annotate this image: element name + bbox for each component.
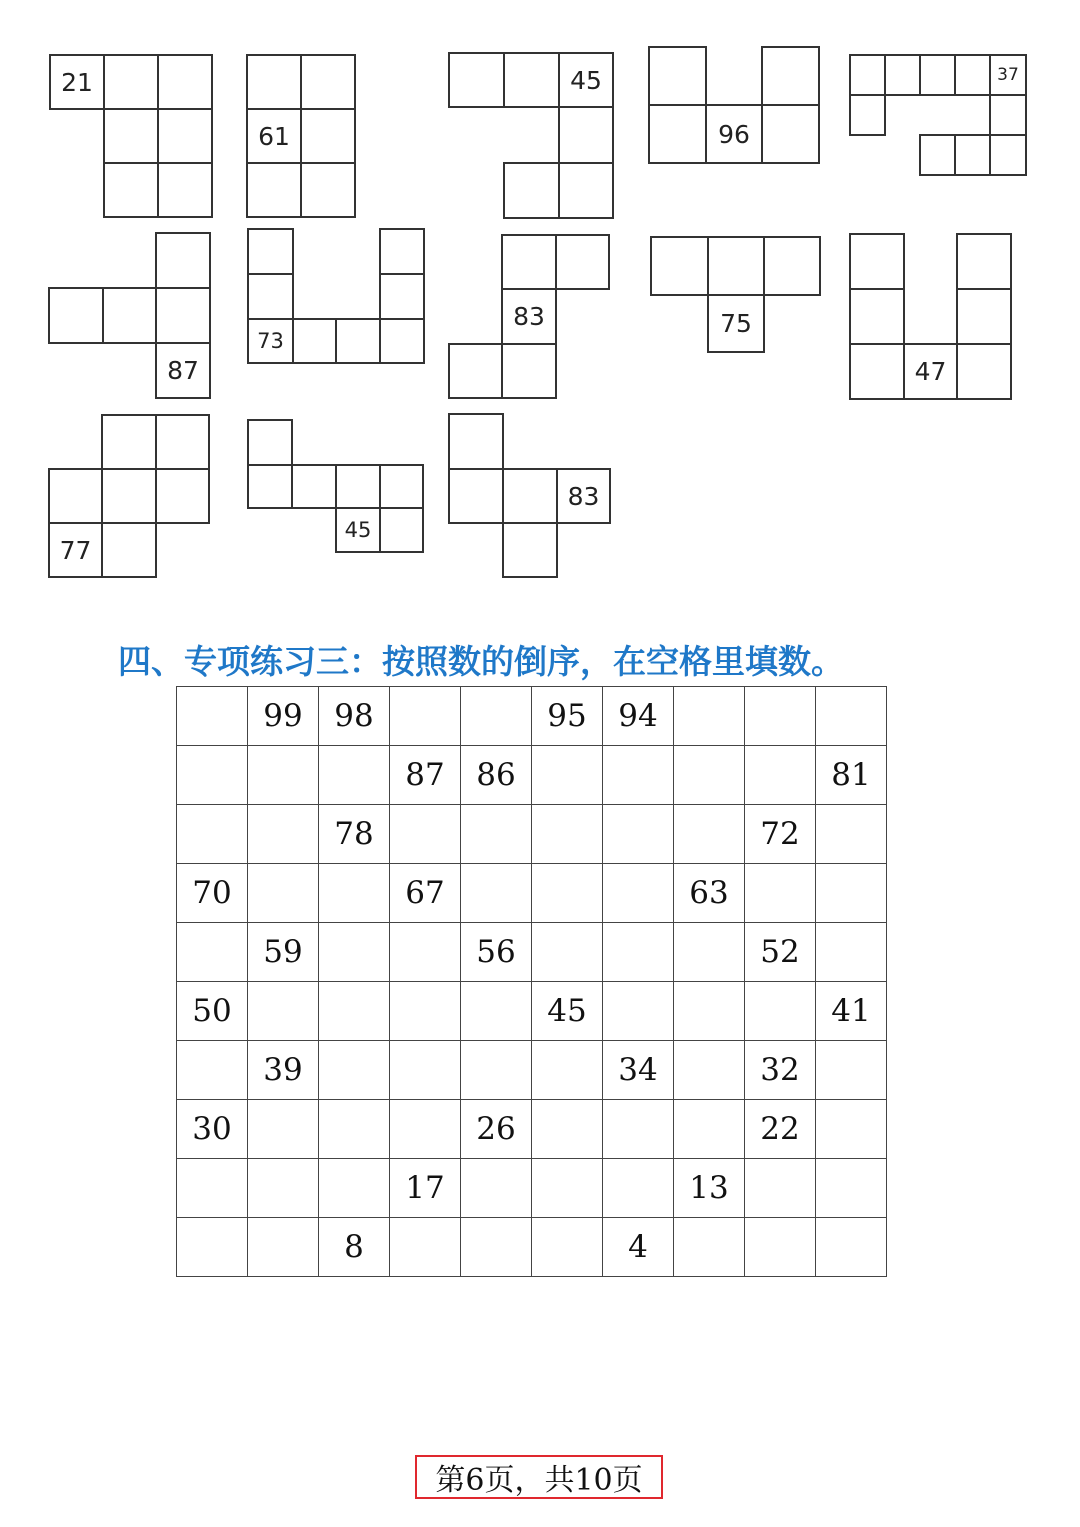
grid-cell[interactable] xyxy=(532,1100,603,1159)
puzzle-cell[interactable] xyxy=(246,54,302,110)
puzzle-cell[interactable] xyxy=(335,464,381,509)
puzzle-cell[interactable] xyxy=(448,468,504,524)
grid-row xyxy=(177,1218,887,1277)
grid-row xyxy=(177,687,887,746)
grid-cell[interactable] xyxy=(177,923,248,982)
grid-cell[interactable] xyxy=(248,864,319,923)
puzzle-cell[interactable] xyxy=(954,54,991,96)
grid-cell[interactable] xyxy=(603,864,674,923)
grid-cell[interactable] xyxy=(319,1041,390,1100)
grid-cell[interactable] xyxy=(461,864,532,923)
grid-cell[interactable] xyxy=(532,1159,603,1218)
puzzle-cell[interactable] xyxy=(648,104,707,164)
puzzle-cell[interactable] xyxy=(157,162,213,218)
puzzle-cell[interactable] xyxy=(502,468,558,524)
grid-cell[interactable]: 52 xyxy=(745,923,816,982)
grid-cell[interactable] xyxy=(674,982,745,1041)
puzzle-cell[interactable] xyxy=(300,54,356,110)
grid-cell[interactable] xyxy=(319,1159,390,1218)
grid-cell[interactable] xyxy=(461,982,532,1041)
grid-cell[interactable]: 26 xyxy=(461,1100,532,1159)
grid-cell[interactable] xyxy=(532,1218,603,1277)
puzzle-cell[interactable]: 47 xyxy=(903,343,958,400)
grid-cell[interactable]: 17 xyxy=(390,1159,461,1218)
grid-cell[interactable]: 22 xyxy=(745,1100,816,1159)
grid-cell[interactable] xyxy=(816,1159,887,1218)
grid-cell[interactable]: 34 xyxy=(603,1041,674,1100)
grid-cell[interactable] xyxy=(532,746,603,805)
puzzle-cell[interactable]: 45 xyxy=(558,52,614,108)
grid-row xyxy=(177,923,887,982)
puzzle-cell[interactable] xyxy=(919,54,956,96)
grid-cell[interactable] xyxy=(603,805,674,864)
grid-cell[interactable] xyxy=(674,746,745,805)
grid-cell[interactable] xyxy=(248,1100,319,1159)
grid-cell[interactable] xyxy=(248,746,319,805)
puzzle-cell[interactable] xyxy=(884,54,921,96)
grid-cell[interactable] xyxy=(816,1218,887,1277)
grid-cell[interactable]: 56 xyxy=(461,923,532,982)
grid-cell[interactable]: 86 xyxy=(461,746,532,805)
puzzle-cell[interactable] xyxy=(101,414,157,470)
grid-cell[interactable] xyxy=(816,864,887,923)
grid-cell[interactable]: 4 xyxy=(603,1218,674,1277)
grid-cell[interactable] xyxy=(816,687,887,746)
grid-cell[interactable]: 87 xyxy=(390,746,461,805)
grid-cell[interactable] xyxy=(390,805,461,864)
puzzle-cell[interactable] xyxy=(954,134,991,176)
puzzle-cell[interactable] xyxy=(300,108,356,164)
grid-cell[interactable] xyxy=(319,982,390,1041)
grid-cell[interactable] xyxy=(319,923,390,982)
puzzle-cell[interactable]: 75 xyxy=(707,294,765,353)
grid-cell[interactable] xyxy=(816,805,887,864)
grid-cell[interactable] xyxy=(177,687,248,746)
grid-cell[interactable] xyxy=(532,923,603,982)
puzzle-cell[interactable] xyxy=(648,46,707,106)
puzzle-cell[interactable] xyxy=(849,94,886,136)
grid-row xyxy=(177,982,887,1041)
grid-cell[interactable] xyxy=(248,1159,319,1218)
grid-cell[interactable] xyxy=(390,982,461,1041)
puzzle-cell[interactable]: 61 xyxy=(246,108,302,164)
puzzle-cell[interactable] xyxy=(989,134,1027,176)
puzzle-cell[interactable] xyxy=(102,287,157,344)
puzzle-cell[interactable] xyxy=(379,228,425,275)
grid-cell[interactable]: 13 xyxy=(674,1159,745,1218)
puzzle-cell[interactable]: 87 xyxy=(155,342,211,399)
puzzle-cell[interactable] xyxy=(989,94,1027,136)
grid-cell[interactable] xyxy=(461,805,532,864)
puzzle-cell[interactable] xyxy=(155,287,211,344)
puzzle-cell[interactable] xyxy=(101,468,157,524)
puzzle-cell[interactable] xyxy=(448,413,504,470)
grid-cell[interactable] xyxy=(532,805,603,864)
puzzle-cell[interactable] xyxy=(501,343,557,399)
puzzle-cell[interactable]: 83 xyxy=(556,468,611,524)
grid-cell[interactable] xyxy=(603,1159,674,1218)
grid-cell[interactable] xyxy=(177,1041,248,1100)
grid-cell[interactable] xyxy=(745,687,816,746)
puzzle-cell[interactable] xyxy=(103,54,159,110)
grid-cell[interactable] xyxy=(390,1100,461,1159)
puzzle-cell[interactable]: 77 xyxy=(48,522,103,578)
puzzle-cell[interactable] xyxy=(448,343,503,399)
grid-cell[interactable]: 50 xyxy=(177,982,248,1041)
grid-cell[interactable] xyxy=(532,864,603,923)
grid-cell[interactable] xyxy=(674,1041,745,1100)
grid-cell[interactable] xyxy=(745,1159,816,1218)
grid-cell[interactable] xyxy=(390,687,461,746)
grid-cell[interactable]: 67 xyxy=(390,864,461,923)
grid-cell[interactable]: 94 xyxy=(603,687,674,746)
grid-row xyxy=(177,1041,887,1100)
puzzle-cell[interactable]: 83 xyxy=(501,288,557,345)
puzzle-cell[interactable] xyxy=(247,464,293,509)
puzzle-cell[interactable] xyxy=(300,162,356,218)
puzzle-cell[interactable] xyxy=(558,162,614,219)
puzzle-cell[interactable] xyxy=(157,108,213,164)
puzzle-cell[interactable] xyxy=(155,232,211,289)
grid-cell[interactable] xyxy=(674,687,745,746)
puzzle-cell[interactable] xyxy=(502,522,558,578)
puzzle-cell[interactable] xyxy=(448,52,505,108)
grid-cell[interactable] xyxy=(390,923,461,982)
puzzle-cell[interactable] xyxy=(707,236,765,296)
grid-cell[interactable]: 63 xyxy=(674,864,745,923)
grid-cell[interactable]: 72 xyxy=(745,805,816,864)
puzzle-cell[interactable] xyxy=(155,468,210,524)
puzzle-cell[interactable] xyxy=(246,162,302,218)
grid-cell[interactable] xyxy=(745,864,816,923)
puzzle-cell[interactable]: 37 xyxy=(989,54,1027,96)
grid-cell[interactable]: 70 xyxy=(177,864,248,923)
puzzle-cell[interactable] xyxy=(48,468,103,524)
puzzle-cell[interactable] xyxy=(501,234,557,290)
section-title: 四、专项练习三：按照数的倒序，在空格里填数。 xyxy=(118,642,844,681)
grid-cell[interactable] xyxy=(603,746,674,805)
grid-cell[interactable] xyxy=(603,982,674,1041)
grid-row xyxy=(177,1159,887,1218)
puzzle-cell[interactable] xyxy=(48,287,104,344)
grid-cell[interactable] xyxy=(745,982,816,1041)
puzzle-cell[interactable] xyxy=(247,273,294,320)
puzzle-cell[interactable] xyxy=(155,414,210,470)
grid-cell[interactable] xyxy=(745,1218,816,1277)
grid-cell[interactable]: 98 xyxy=(319,687,390,746)
grid-cell[interactable] xyxy=(816,923,887,982)
grid-cell[interactable] xyxy=(177,1159,248,1218)
grid-cell[interactable] xyxy=(461,687,532,746)
grid-cell[interactable] xyxy=(177,746,248,805)
grid-cell[interactable] xyxy=(674,1218,745,1277)
grid-cell[interactable] xyxy=(745,746,816,805)
grid-cell[interactable] xyxy=(461,1218,532,1277)
grid-cell[interactable] xyxy=(319,746,390,805)
puzzle-cell[interactable] xyxy=(103,162,159,218)
grid-cell[interactable] xyxy=(248,805,319,864)
puzzle-cell[interactable] xyxy=(849,54,886,96)
puzzle-cell[interactable] xyxy=(101,522,157,578)
puzzle-cell[interactable] xyxy=(956,343,1012,400)
puzzle-cell[interactable] xyxy=(247,419,293,466)
puzzle-cell[interactable] xyxy=(291,464,337,509)
grid-cell[interactable]: 99 xyxy=(248,687,319,746)
puzzle-cell[interactable] xyxy=(503,52,560,108)
puzzle-cell[interactable] xyxy=(956,233,1012,290)
grid-cell[interactable] xyxy=(248,1218,319,1277)
puzzle-cell[interactable]: 96 xyxy=(705,104,763,164)
grid-cell[interactable] xyxy=(674,923,745,982)
grid-cell[interactable] xyxy=(248,982,319,1041)
puzzle-cell xyxy=(379,318,425,364)
puzzle-cell[interactable] xyxy=(555,234,610,290)
grid-cell[interactable]: 78 xyxy=(319,805,390,864)
puzzle-cell[interactable] xyxy=(761,104,820,164)
grid-cell[interactable]: 95 xyxy=(532,687,603,746)
grid-cell[interactable]: 81 xyxy=(816,746,887,805)
puzzle-cell[interactable] xyxy=(849,233,905,290)
grid-cell[interactable] xyxy=(177,1218,248,1277)
grid-cell[interactable] xyxy=(461,1041,532,1100)
grid-cell[interactable] xyxy=(603,1100,674,1159)
grid-cell[interactable] xyxy=(177,805,248,864)
grid-cell[interactable]: 8 xyxy=(319,1218,390,1277)
puzzle-cell[interactable] xyxy=(103,108,159,164)
puzzle-cell[interactable] xyxy=(849,343,905,400)
grid-cell[interactable] xyxy=(319,1100,390,1159)
grid-cell[interactable] xyxy=(816,1041,887,1100)
puzzle-cell[interactable] xyxy=(919,134,956,176)
grid-cell[interactable]: 39 xyxy=(248,1041,319,1100)
number-grid xyxy=(176,686,887,1277)
grid-cell[interactable]: 45 xyxy=(532,982,603,1041)
puzzle-cell[interactable]: 45 xyxy=(335,507,381,553)
puzzle-cell[interactable] xyxy=(379,507,424,553)
grid-cell[interactable] xyxy=(319,864,390,923)
puzzle-cell[interactable] xyxy=(650,236,709,296)
grid-cell[interactable] xyxy=(390,1041,461,1100)
grid-cell[interactable] xyxy=(674,805,745,864)
grid-cell[interactable] xyxy=(532,1041,603,1100)
puzzle-cell[interactable] xyxy=(558,106,614,164)
grid-cell[interactable]: 59 xyxy=(248,923,319,982)
grid-row xyxy=(177,1100,887,1159)
grid-cell[interactable]: 41 xyxy=(816,982,887,1041)
puzzle-cell[interactable]: 21 xyxy=(49,54,105,110)
puzzle-cell[interactable] xyxy=(292,318,337,364)
grid-cell[interactable] xyxy=(390,1218,461,1277)
puzzle-cell[interactable] xyxy=(157,54,213,110)
puzzle-cell[interactable] xyxy=(761,46,820,106)
grid-row xyxy=(177,864,887,923)
puzzle-cell[interactable] xyxy=(379,464,424,509)
grid-row xyxy=(177,805,887,864)
puzzle-cell[interactable] xyxy=(849,288,905,345)
puzzle-cell[interactable] xyxy=(247,228,294,275)
grid-cell[interactable]: 30 xyxy=(177,1100,248,1159)
puzzle-cell[interactable]: 73 xyxy=(247,318,294,364)
puzzle-cell[interactable] xyxy=(956,288,1012,345)
grid-cell[interactable] xyxy=(461,1159,532,1218)
puzzle-cell[interactable] xyxy=(379,273,425,320)
puzzle-cell[interactable] xyxy=(503,162,560,219)
grid-row xyxy=(177,746,887,805)
puzzle-cell[interactable] xyxy=(763,236,821,296)
grid-cell[interactable] xyxy=(674,1100,745,1159)
grid-cell[interactable] xyxy=(816,1100,887,1159)
puzzle-cell[interactable] xyxy=(335,318,381,364)
page-number-footer: 第6页，共10页 xyxy=(415,1455,663,1499)
grid-cell[interactable] xyxy=(603,923,674,982)
grid-cell[interactable]: 32 xyxy=(745,1041,816,1100)
